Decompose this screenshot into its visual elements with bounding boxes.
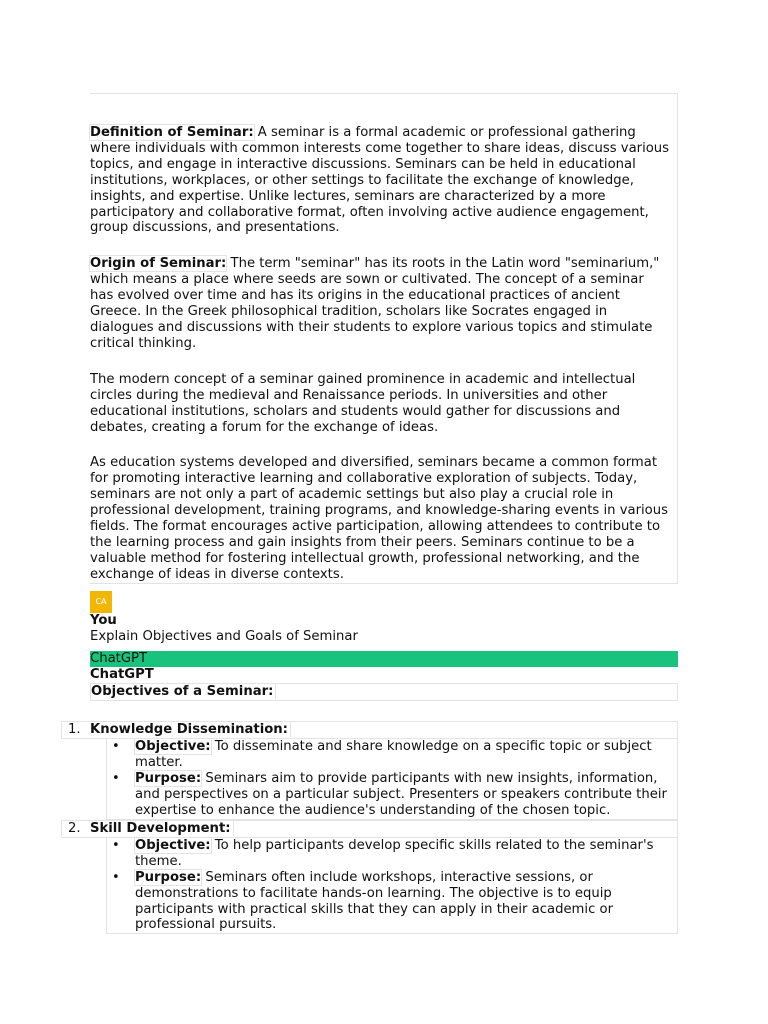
point-label: Objective: (135, 739, 211, 755)
item-points (106, 739, 678, 820)
item-title: Skill Development: (90, 821, 234, 836)
item-heading (61, 820, 678, 838)
point-label: Purpose: (135, 771, 202, 787)
user-name: You (90, 612, 117, 628)
development-paragraph: As education systems developed and diversified, seminars became a common format for promoting interactive learning and collaborative exploration of subjects. Today, seminars are not only a part of academic settings but also play a crucial role in professional development, training programs, and knowledge-sharing events in various fields. The format encourages active participation, allowing attendees to contribute to the learning process and gain insights from their peers. Seminars continue to be a valuable method for fostering intellectual growth, professional networking, and the exchange of ideas in diverse contexts. (90, 455, 668, 582)
point-text: To help participants develop specific skills related to the seminar's theme. (135, 837, 654, 869)
item-title: Knowledge Dissemination: (90, 722, 291, 737)
item-heading (61, 721, 678, 739)
objectives-heading (90, 683, 678, 701)
user-avatar: CA (90, 591, 112, 613)
objectives-heading-text: Objectives of a Seminar: (91, 684, 276, 699)
point-text: Seminars often include workshops, interactive sessions, or demonstrations to facilitate hands-on learning. The objective is to equip participants with practical skills that they can apply in their academic or professional pursuits. (135, 869, 613, 933)
point-label: Objective: (135, 837, 211, 853)
point (107, 870, 677, 934)
point-label: Purpose: (135, 869, 202, 885)
item-number: 1. (68, 722, 81, 738)
origin-label: Origin of Seminar: (90, 256, 227, 272)
chatgpt-bar: ChatGPT (90, 651, 678, 667)
list-item (61, 820, 678, 934)
document-page (68, 93, 678, 934)
point (107, 838, 677, 870)
definition-text: A seminar is a formal academic or professional gathering where individuals with common interests come together to share ideas, discuss various topics, and engage in interactive discussions. Seminars can be held in educational institutions, workplaces, or other settings to facilitate the exchange of knowledge, insights, and expertise. Unlike lectures, seminars are characterized by a more participatory and collaborative format, often involving active audience engagement, group discussions, and presentations. (90, 125, 670, 236)
modern-paragraph: The modern concept of a seminar gained prominence in academic and intellectual circles during the medieval and Renaissance periods. In universities and other educational institutions, scholars and students would gather for discussions and debates, creating a forum for the exchange of ideas. (90, 371, 636, 435)
item-points (106, 838, 678, 934)
point-text: To disseminate and share knowledge on a specific topic or subject matter. (135, 739, 652, 771)
point-text: Seminars aim to provide participants with new insights, information, and perspectives on a particular subject. Presenters or speakers contribute their expertise to enhance the audience's understanding of the chosen topic. (135, 771, 667, 818)
user-message: Explain Objectives and Goals of Seminar (90, 628, 358, 644)
origin-paragraph (90, 256, 677, 351)
list-item (61, 721, 678, 820)
definition-paragraph (90, 125, 677, 236)
seminar-article (90, 93, 678, 584)
objectives-list (61, 721, 678, 934)
item-number: 2. (68, 820, 81, 836)
point (107, 739, 677, 771)
definition-label: Definition of Seminar: (90, 125, 254, 140)
origin-text: The term "seminar" has its roots in the Latin word "seminarium," which means a place where seeds are sown or cultivated. The concept of a seminar has evolved over time and has its origins in the educational practices of ancient Greece. In the Greek philosophical tradition, scholars like Socrates engaged in dialogues and discussions with their students to explore various topics and stimulate critical thinking. (90, 256, 660, 351)
point (107, 771, 677, 819)
assistant-name: ChatGPT (90, 667, 154, 683)
